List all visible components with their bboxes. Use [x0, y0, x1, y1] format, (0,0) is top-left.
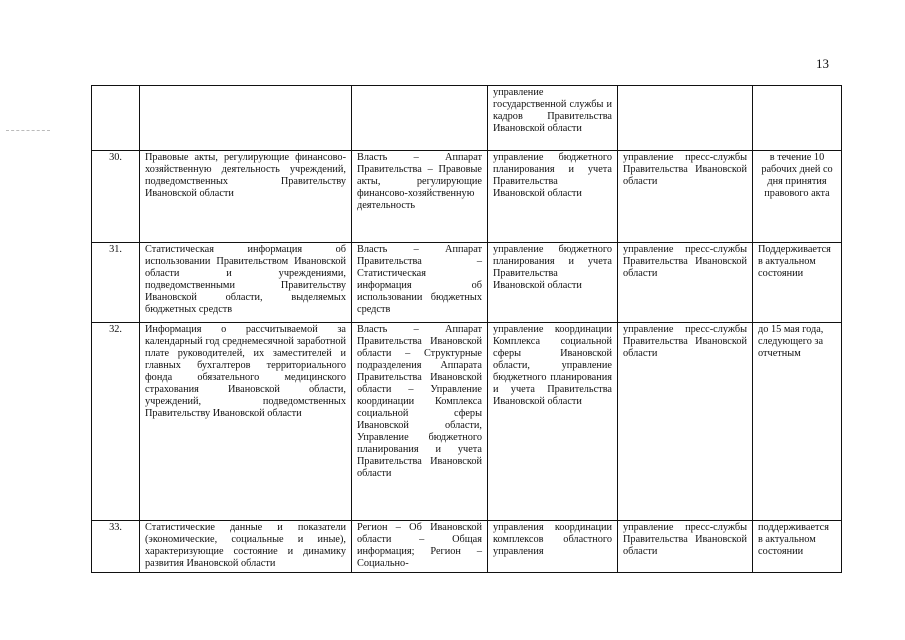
scan-artifact — [6, 130, 50, 132]
table-row — [92, 151, 842, 243]
table-row — [92, 243, 842, 323]
row-deadline: Поддерживается в актуальном состоянии — [753, 243, 842, 323]
row-number — [92, 86, 140, 151]
row-coexecutor: управление пресс-службы Правительства Ивановской области — [618, 521, 753, 573]
row-number: 30. — [92, 151, 140, 243]
row-deadline: в течение 10 рабочих дней со дня принятия правового акта — [753, 151, 842, 243]
row-responsible: управление бюджетного планирования и учета Правительства Ивановской области — [488, 243, 618, 323]
row-deadline: поддерживается в актуальном состоянии — [753, 521, 842, 573]
row-description: Статистическая информация об использовании Правительством Ивановской области и учреждениями, подведомственными Правительству Ивановской области, выделяемых бюджетных средств — [140, 243, 352, 323]
row-section: Власть – Аппарат Правительства – Правовые акты, регулирующие финансово-хозяйственную деятельность — [352, 151, 488, 243]
row-number: 32. — [92, 323, 140, 521]
row-description: Статистические данные и показатели (экономические, социальные и иные), характеризующие состояние и динамику развития Ивановской области — [140, 521, 352, 573]
row-coexecutor: управление пресс-службы Правительства Ивановской области — [618, 151, 753, 243]
row-coexecutor: управление пресс-службы Правительства Ивановской области — [618, 243, 753, 323]
row-responsible: управление координации Комплекса социальной сферы Ивановской области, управление бюджетного планирования и учета Правительства Ивановской области — [488, 323, 618, 521]
row-section: Власть – Аппарат Правительства Ивановской области – Структурные подразделения Аппарата Правительства Ивановской области – Управление координации Комплекса социальной сферы Ивановской области, Управление бюджетного планирования и учета Правительства Ивановской области — [352, 323, 488, 521]
table-row-continuation — [92, 86, 842, 151]
row-description — [140, 86, 352, 151]
row-responsible: управление государственной службы и кадров Правительства Ивановской области — [488, 86, 618, 151]
row-description: Правовые акты, регулирующие финансово-хозяйственную деятельность учреждений, подведомственных Правительству Ивановской области — [140, 151, 352, 243]
row-coexecutor: управление пресс-службы Правительства Ивановской области — [618, 323, 753, 521]
row-section: Власть – Аппарат Правительства – Статистическая информация об использовании бюджетных средств — [352, 243, 488, 323]
row-number: 33. — [92, 521, 140, 573]
row-section: Регион – Об Ивановской области – Общая информация; Регион – Социально- — [352, 521, 488, 573]
row-responsible: управления координации комплексов областного управления — [488, 521, 618, 573]
page-number: 13 — [816, 56, 829, 71]
document-table — [91, 85, 842, 573]
row-deadline — [753, 86, 842, 151]
row-deadline: до 15 мая года, следующего за отчетным — [753, 323, 842, 521]
row-responsible: управление бюджетного планирования и учета Правительства Ивановской области — [488, 151, 618, 243]
row-coexecutor — [618, 86, 753, 151]
row-section — [352, 86, 488, 151]
table-row — [92, 521, 842, 573]
row-number: 31. — [92, 243, 140, 323]
table-row — [92, 323, 842, 521]
row-description: Информация о рассчитываемой за календарный год среднемесячной заработной плате руководителей, их заместителей и главных бухгалтеров территориального фонда обязательного медицинского страхования Ивановской области, учреждений, подведомственных Правительству Ивановской области — [140, 323, 352, 521]
